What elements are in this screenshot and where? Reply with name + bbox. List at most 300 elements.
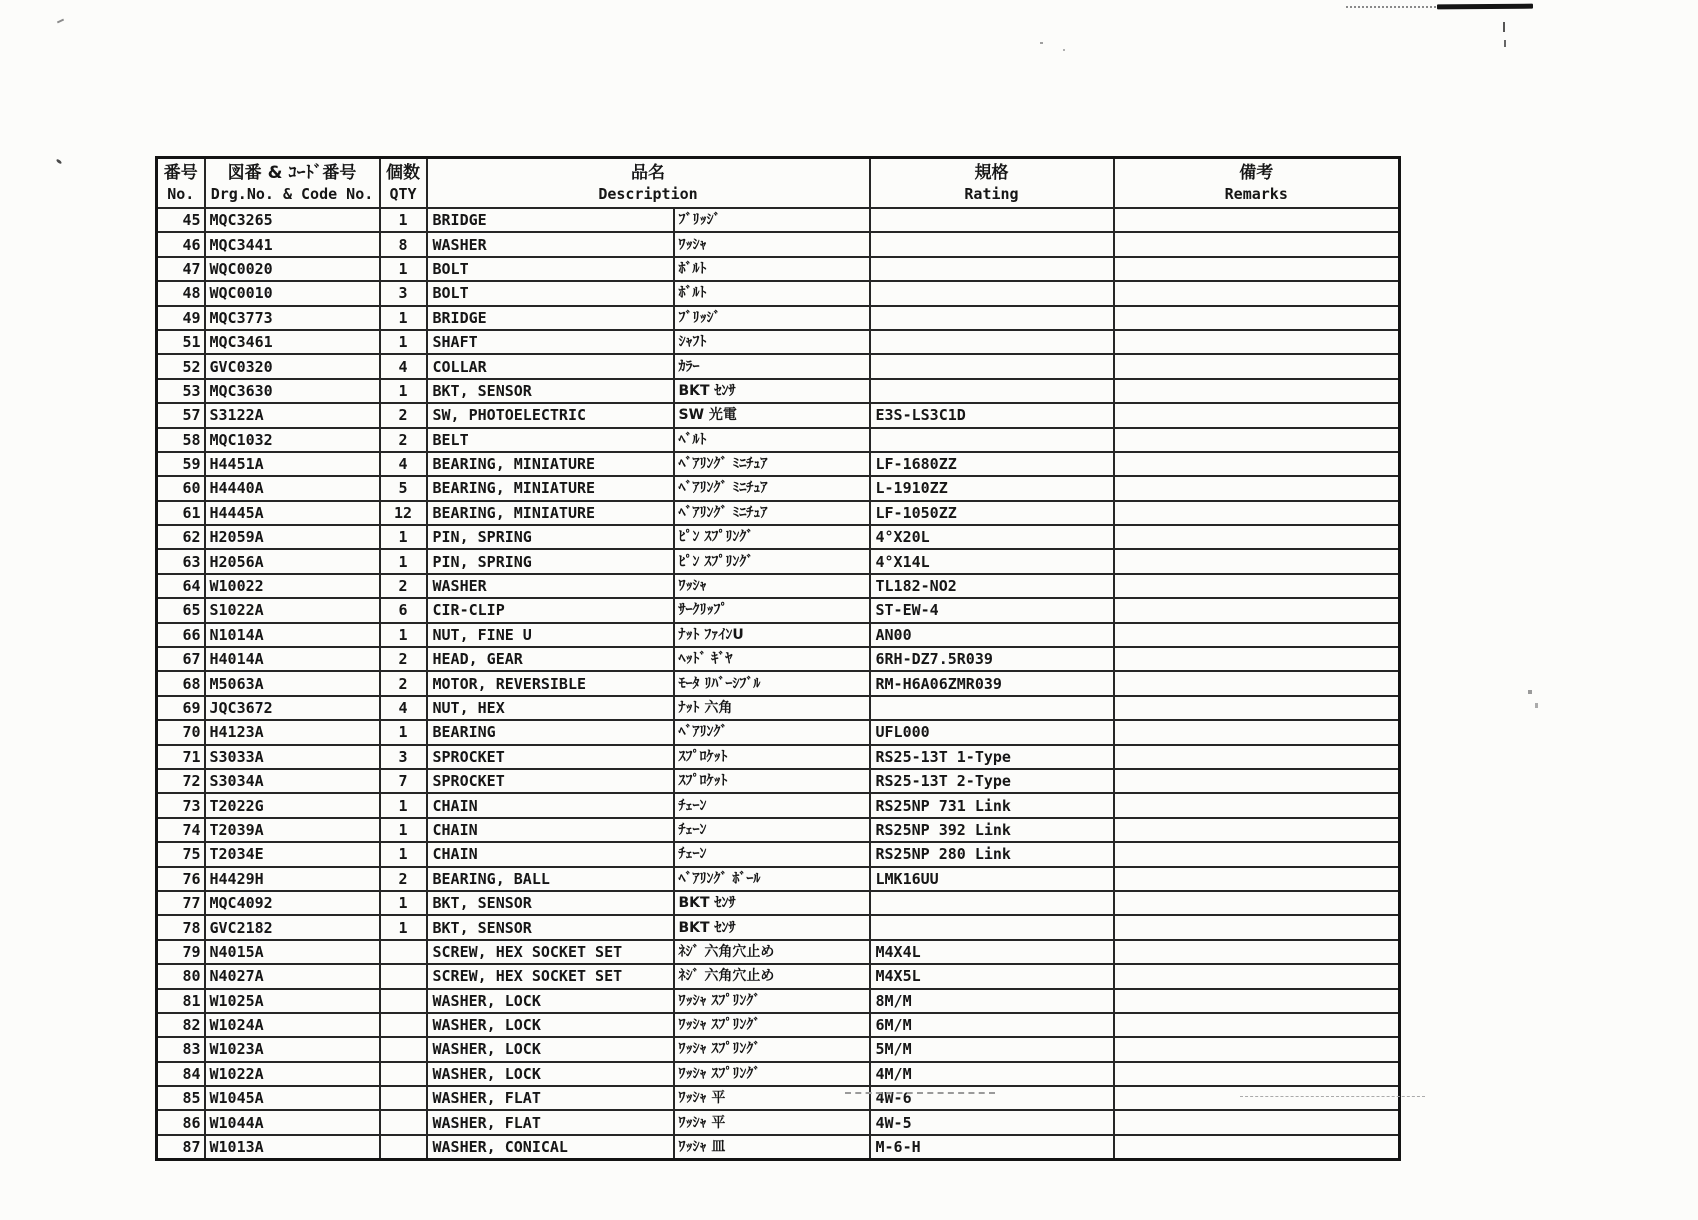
cell-qty (380, 1086, 427, 1110)
cell-qty: 1 (380, 915, 427, 939)
cell-code: H2059A (205, 525, 380, 549)
cell-desc-en: PIN, SPRING (427, 525, 674, 549)
cell-desc-jp: ﾜｯｼｬ (674, 232, 870, 256)
cell-desc-jp: ﾁｪｰﾝ (674, 793, 870, 817)
cell-no: 72 (157, 769, 205, 793)
cell-rating: 6M/M (870, 1013, 1114, 1037)
cell-no: 78 (157, 915, 205, 939)
cell-desc-en: WASHER (427, 574, 674, 598)
table-row (157, 574, 1400, 598)
cell-remarks (1114, 1062, 1400, 1086)
cell-desc-en: NUT, HEX (427, 696, 674, 720)
cell-rating: L-1910ZZ (870, 476, 1114, 500)
cell-no: 63 (157, 549, 205, 573)
cell-code: H4429H (205, 867, 380, 891)
cell-desc-jp: ﾁｪｰﾝ (674, 842, 870, 866)
cell-remarks (1114, 379, 1400, 403)
cell-qty: 2 (380, 867, 427, 891)
cell-rating: 4°X20L (870, 525, 1114, 549)
cell-desc-jp: ﾈｼﾞ 六角穴止め (674, 940, 870, 964)
table-row (157, 793, 1400, 817)
table-row (157, 1110, 1400, 1134)
cell-remarks (1114, 452, 1400, 476)
cell-remarks (1114, 330, 1400, 354)
cell-desc-en: WASHER, FLAT (427, 1110, 674, 1134)
cell-desc-en: CHAIN (427, 842, 674, 866)
cell-qty: 8 (380, 232, 427, 256)
cell-qty (380, 1037, 427, 1061)
cell-desc-jp: ﾜｯｼｬ ｽﾌﾟﾘﾝｸﾞ (674, 989, 870, 1013)
table-row (157, 1086, 1400, 1110)
cell-rating: RS25NP 731 Link (870, 793, 1114, 817)
table-row (157, 232, 1400, 256)
cell-qty: 1 (380, 330, 427, 354)
cell-qty: 1 (380, 818, 427, 842)
table-row (157, 525, 1400, 549)
cell-rating: AN00 (870, 623, 1114, 647)
cell-code: T2039A (205, 818, 380, 842)
cell-rating (870, 330, 1114, 354)
cell-qty: 4 (380, 696, 427, 720)
cell-desc-jp: ﾌﾞﾘｯｼﾞ (674, 306, 870, 330)
cell-rating: M4X5L (870, 964, 1114, 988)
cell-remarks (1114, 720, 1400, 744)
cell-rating: RS25NP 392 Link (870, 818, 1114, 842)
cell-code: N1014A (205, 623, 380, 647)
table-row (157, 549, 1400, 573)
scan-artifact-vertical-dash (1504, 40, 1506, 47)
cell-desc-en: WASHER, FLAT (427, 1086, 674, 1110)
cell-remarks (1114, 793, 1400, 817)
cell-desc-jp: ﾍﾞｱﾘﾝｸﾞ ﾐﾆﾁｭｱ (674, 452, 870, 476)
cell-no: 69 (157, 696, 205, 720)
cell-remarks (1114, 647, 1400, 671)
cell-rating: M4X4L (870, 940, 1114, 964)
cell-no: 53 (157, 379, 205, 403)
cell-desc-jp: ｽﾌﾟﾛｹｯﾄ (674, 769, 870, 793)
cell-desc-en: COLLAR (427, 354, 674, 378)
cell-qty: 1 (380, 379, 427, 403)
cell-desc-en: WASHER, LOCK (427, 989, 674, 1013)
cell-remarks (1114, 1135, 1400, 1160)
table-row (157, 257, 1400, 281)
scan-artifact-speck (1063, 49, 1065, 51)
cell-desc-en: SCREW, HEX SOCKET SET (427, 964, 674, 988)
cell-remarks (1114, 989, 1400, 1013)
cell-desc-en: CHAIN (427, 818, 674, 842)
cell-no: 83 (157, 1037, 205, 1061)
table-row (157, 964, 1400, 988)
cell-desc-jp: ﾋﾟﾝ ｽﾌﾟﾘﾝｸﾞ (674, 549, 870, 573)
cell-rating: 6RH-DZ7.5R039 (870, 647, 1114, 671)
cell-code: W1024A (205, 1013, 380, 1037)
cell-qty: 3 (380, 745, 427, 769)
cell-desc-en: BEARING, MINIATURE (427, 501, 674, 525)
cell-qty (380, 940, 427, 964)
cell-remarks (1114, 915, 1400, 939)
table-row (157, 891, 1400, 915)
table-body (157, 208, 1400, 1160)
cell-remarks (1114, 574, 1400, 598)
cell-no: 68 (157, 671, 205, 695)
cell-desc-en: PIN, SPRING (427, 549, 674, 573)
cell-desc-en: BKT, SENSOR (427, 891, 674, 915)
table-row (157, 989, 1400, 1013)
cell-desc-jp: BKT ｾﾝｻ (674, 915, 870, 939)
cell-remarks (1114, 623, 1400, 647)
header-drg-code (205, 158, 380, 209)
cell-desc-en: BELT (427, 428, 674, 452)
cell-desc-en: BEARING, BALL (427, 867, 674, 891)
cell-desc-jp: ﾅｯﾄ 六角 (674, 696, 870, 720)
cell-remarks (1114, 1013, 1400, 1037)
table-row (157, 281, 1400, 305)
cell-desc-en: NUT, FINE U (427, 623, 674, 647)
header-qty (380, 158, 427, 209)
cell-no: 62 (157, 525, 205, 549)
cell-code: N4027A (205, 964, 380, 988)
cell-qty: 3 (380, 281, 427, 305)
header-qty-en: QTY (389, 184, 417, 203)
cell-no: 86 (157, 1110, 205, 1134)
cell-desc-en: WASHER, CONICAL (427, 1135, 674, 1160)
cell-code: W1013A (205, 1135, 380, 1160)
cell-rating (870, 891, 1114, 915)
cell-code: H4445A (205, 501, 380, 525)
cell-no: 46 (157, 232, 205, 256)
cell-desc-en: WASHER, LOCK (427, 1062, 674, 1086)
cell-code: S3122A (205, 403, 380, 427)
cell-remarks (1114, 891, 1400, 915)
cell-desc-jp: ｶﾗｰ (674, 354, 870, 378)
cell-desc-jp: ﾜｯｼｬ 平 (674, 1086, 870, 1110)
cell-rating (870, 696, 1114, 720)
cell-qty (380, 1110, 427, 1134)
cell-remarks (1114, 257, 1400, 281)
cell-no: 87 (157, 1135, 205, 1160)
cell-code: S3033A (205, 745, 380, 769)
cell-no: 70 (157, 720, 205, 744)
cell-remarks (1114, 428, 1400, 452)
cell-rating (870, 208, 1114, 232)
cell-qty: 1 (380, 793, 427, 817)
scan-artifact-speck (1040, 42, 1043, 44)
table-row (157, 379, 1400, 403)
cell-no: 59 (157, 452, 205, 476)
cell-desc-en: SW, PHOTOELECTRIC (427, 403, 674, 427)
cell-qty (380, 1135, 427, 1160)
cell-desc-jp: BKT ｾﾝｻ (674, 891, 870, 915)
cell-no: 60 (157, 476, 205, 500)
cell-code: T2022G (205, 793, 380, 817)
cell-desc-en: BEARING (427, 720, 674, 744)
table-row (157, 208, 1400, 232)
cell-code: H4014A (205, 647, 380, 671)
cell-remarks (1114, 964, 1400, 988)
cell-rating: 5M/M (870, 1037, 1114, 1061)
cell-rating: M-6-H (870, 1135, 1114, 1160)
cell-remarks (1114, 306, 1400, 330)
cell-qty: 5 (380, 476, 427, 500)
table-header-row (157, 158, 1400, 209)
cell-code: W10022 (205, 574, 380, 598)
cell-remarks (1114, 696, 1400, 720)
cell-code: MQC3461 (205, 330, 380, 354)
cell-code: W1022A (205, 1062, 380, 1086)
scan-artifact-speck (57, 19, 64, 24)
cell-qty: 1 (380, 842, 427, 866)
cell-qty: 1 (380, 208, 427, 232)
cell-rating: RM-H6A06ZMR039 (870, 671, 1114, 695)
cell-no: 79 (157, 940, 205, 964)
cell-remarks (1114, 476, 1400, 500)
cell-no: 61 (157, 501, 205, 525)
table-row (157, 769, 1400, 793)
table-row (157, 720, 1400, 744)
cell-no: 82 (157, 1013, 205, 1037)
cell-desc-en: BRIDGE (427, 306, 674, 330)
table-row (157, 745, 1400, 769)
cell-no: 58 (157, 428, 205, 452)
cell-desc-jp: ﾈｼﾞ 六角穴止め (674, 964, 870, 988)
cell-remarks (1114, 501, 1400, 525)
cell-code: MQC3265 (205, 208, 380, 232)
cell-qty: 1 (380, 891, 427, 915)
cell-desc-jp: ﾎﾞﾙﾄ (674, 257, 870, 281)
cell-code: H4440A (205, 476, 380, 500)
cell-rating: 4M/M (870, 1062, 1114, 1086)
cell-rating (870, 354, 1114, 378)
table-row (157, 842, 1400, 866)
cell-qty: 1 (380, 549, 427, 573)
cell-code: N4015A (205, 940, 380, 964)
header-remarks (1114, 158, 1400, 209)
cell-code: W1025A (205, 989, 380, 1013)
cell-desc-jp: ﾍﾞｱﾘﾝｸﾞ ﾐﾆﾁｭｱ (674, 476, 870, 500)
cell-remarks (1114, 354, 1400, 378)
cell-desc-jp: ﾋﾟﾝ ｽﾌﾟﾘﾝｸﾞ (674, 525, 870, 549)
cell-desc-en: BOLT (427, 281, 674, 305)
cell-desc-jp: ﾍﾞｱﾘﾝｸﾞ ﾎﾞｰﾙ (674, 867, 870, 891)
cell-desc-en: BOLT (427, 257, 674, 281)
cell-no: 66 (157, 623, 205, 647)
table-row (157, 403, 1400, 427)
cell-no: 57 (157, 403, 205, 427)
header-no (157, 158, 205, 209)
cell-qty (380, 964, 427, 988)
cell-desc-en: SPROCKET (427, 745, 674, 769)
cell-rating: LF-1050ZZ (870, 501, 1114, 525)
cell-qty (380, 989, 427, 1013)
cell-qty: 4 (380, 452, 427, 476)
cell-desc-jp: ｽﾌﾟﾛｹｯﾄ (674, 745, 870, 769)
table-row (157, 1062, 1400, 1086)
cell-rating: 4W-6 (870, 1086, 1114, 1110)
cell-code: H4123A (205, 720, 380, 744)
cell-remarks (1114, 671, 1400, 695)
cell-desc-jp: ﾍﾞﾙﾄ (674, 428, 870, 452)
cell-desc-en: HEAD, GEAR (427, 647, 674, 671)
cell-rating: TL182-NO2 (870, 574, 1114, 598)
cell-qty: 6 (380, 598, 427, 622)
header-rating (870, 158, 1114, 209)
cell-no: 52 (157, 354, 205, 378)
table-row (157, 1037, 1400, 1061)
cell-qty: 12 (380, 501, 427, 525)
cell-rating: ST-EW-4 (870, 598, 1114, 622)
cell-remarks (1114, 867, 1400, 891)
table-row (157, 428, 1400, 452)
table-row (157, 452, 1400, 476)
cell-qty: 2 (380, 428, 427, 452)
table-row (157, 915, 1400, 939)
cell-remarks (1114, 403, 1400, 427)
cell-rating (870, 379, 1114, 403)
cell-desc-jp: ﾍﾞｱﾘﾝｸﾞ ﾐﾆﾁｭｱ (674, 501, 870, 525)
cell-rating (870, 257, 1114, 281)
header-qty-jp: 個数 (386, 162, 420, 183)
cell-desc-en: CHAIN (427, 793, 674, 817)
cell-qty: 1 (380, 623, 427, 647)
cell-desc-en: SPROCKET (427, 769, 674, 793)
cell-rating: LF-1680ZZ (870, 452, 1114, 476)
cell-remarks (1114, 818, 1400, 842)
scan-artifact-speck (1535, 703, 1538, 708)
header-description-en: Description (598, 184, 698, 203)
cell-rating: 4°X14L (870, 549, 1114, 573)
cell-qty: 1 (380, 720, 427, 744)
cell-code: W1023A (205, 1037, 380, 1061)
cell-no: 75 (157, 842, 205, 866)
cell-rating: RS25-13T 1-Type (870, 745, 1114, 769)
cell-remarks (1114, 1037, 1400, 1061)
cell-rating: LMK16UU (870, 867, 1114, 891)
cell-desc-en: BRIDGE (427, 208, 674, 232)
cell-no: 77 (157, 891, 205, 915)
table-row (157, 598, 1400, 622)
cell-remarks (1114, 1110, 1400, 1134)
cell-remarks (1114, 940, 1400, 964)
cell-no: 73 (157, 793, 205, 817)
cell-rating: UFL000 (870, 720, 1114, 744)
header-description (427, 158, 870, 209)
header-rating-en: Rating (964, 184, 1019, 203)
cell-code: W1044A (205, 1110, 380, 1134)
cell-no: 80 (157, 964, 205, 988)
cell-code: S3034A (205, 769, 380, 793)
cell-desc-jp: SW 光電 (674, 403, 870, 427)
table-row (157, 1135, 1400, 1160)
cell-qty: 2 (380, 574, 427, 598)
cell-code: MQC3441 (205, 232, 380, 256)
table-row (157, 354, 1400, 378)
cell-no: 47 (157, 257, 205, 281)
cell-no: 67 (157, 647, 205, 671)
cell-qty: 7 (380, 769, 427, 793)
header-drg-code-en: Drg.No. & Code No. (210, 184, 374, 203)
cell-qty (380, 1062, 427, 1086)
cell-rating (870, 428, 1114, 452)
cell-desc-en: SHAFT (427, 330, 674, 354)
cell-rating (870, 281, 1114, 305)
table-row (157, 306, 1400, 330)
cell-desc-jp: ｻｰｸﾘｯﾌﾟ (674, 598, 870, 622)
cell-desc-jp: ﾜｯｼｬ ｽﾌﾟﾘﾝｸﾞ (674, 1062, 870, 1086)
cell-rating (870, 915, 1114, 939)
cell-rating: 4W-5 (870, 1110, 1114, 1134)
cell-remarks (1114, 208, 1400, 232)
scan-artifact-vertical-dash (1503, 22, 1505, 32)
cell-no: 45 (157, 208, 205, 232)
scan-artifact-speck (1528, 690, 1532, 694)
cell-no: 74 (157, 818, 205, 842)
header-no-en: No. (167, 184, 195, 203)
cell-qty: 1 (380, 257, 427, 281)
cell-desc-jp: BKT ｾﾝｻ (674, 379, 870, 403)
cell-code: MQC4092 (205, 891, 380, 915)
table-row (157, 647, 1400, 671)
cell-code: JQC3672 (205, 696, 380, 720)
cell-code: S1022A (205, 598, 380, 622)
cell-desc-en: WASHER, LOCK (427, 1037, 674, 1061)
cell-qty: 4 (380, 354, 427, 378)
cell-desc-jp: ﾍｯﾄﾞ ｷﾞﾔ (674, 647, 870, 671)
cell-remarks (1114, 842, 1400, 866)
header-drg-code-jp: 図番 & ｺｰﾄﾞ番号 (227, 162, 357, 183)
table-row (157, 940, 1400, 964)
header-description-jp: 品名 (631, 162, 665, 183)
cell-qty: 2 (380, 403, 427, 427)
cell-code: MQC3773 (205, 306, 380, 330)
cell-remarks (1114, 745, 1400, 769)
cell-desc-jp: ｼｬﾌﾄ (674, 330, 870, 354)
scan-artifact-streak (1437, 4, 1533, 10)
cell-desc-jp: ﾓｰﾀ ﾘﾊﾞｰｼﾌﾞﾙ (674, 671, 870, 695)
cell-rating (870, 232, 1114, 256)
cell-remarks (1114, 281, 1400, 305)
cell-rating: E3S-LS3C1D (870, 403, 1114, 427)
table-row (157, 867, 1400, 891)
cell-code: GVC0320 (205, 354, 380, 378)
cell-desc-en: BEARING, MINIATURE (427, 476, 674, 500)
cell-desc-en: BKT, SENSOR (427, 915, 674, 939)
cell-code: H2056A (205, 549, 380, 573)
scan-artifact-dotted-line (1346, 6, 1436, 8)
cell-desc-jp: ﾜｯｼｬ (674, 574, 870, 598)
cell-code: T2034E (205, 842, 380, 866)
table-row (157, 330, 1400, 354)
cell-code: MQC3630 (205, 379, 380, 403)
table-row (157, 696, 1400, 720)
cell-desc-jp: ﾜｯｼｬ 平 (674, 1110, 870, 1134)
header-remarks-jp: 備考 (1239, 162, 1274, 183)
cell-remarks (1114, 598, 1400, 622)
cell-desc-en: WASHER (427, 232, 674, 256)
table-row (157, 476, 1400, 500)
table-row (157, 501, 1400, 525)
cell-qty: 1 (380, 306, 427, 330)
cell-code: WQC0020 (205, 257, 380, 281)
parts-table (155, 156, 1401, 1161)
cell-desc-en: MOTOR, REVERSIBLE (427, 671, 674, 695)
header-no-jp: 番号 (163, 162, 198, 183)
cell-code: H4451A (205, 452, 380, 476)
cell-desc-en: BKT, SENSOR (427, 379, 674, 403)
cell-no: 49 (157, 306, 205, 330)
cell-desc-en: WASHER, LOCK (427, 1013, 674, 1037)
cell-desc-jp: ﾍﾞｱﾘﾝｸﾞ (674, 720, 870, 744)
cell-code: MQC1032 (205, 428, 380, 452)
